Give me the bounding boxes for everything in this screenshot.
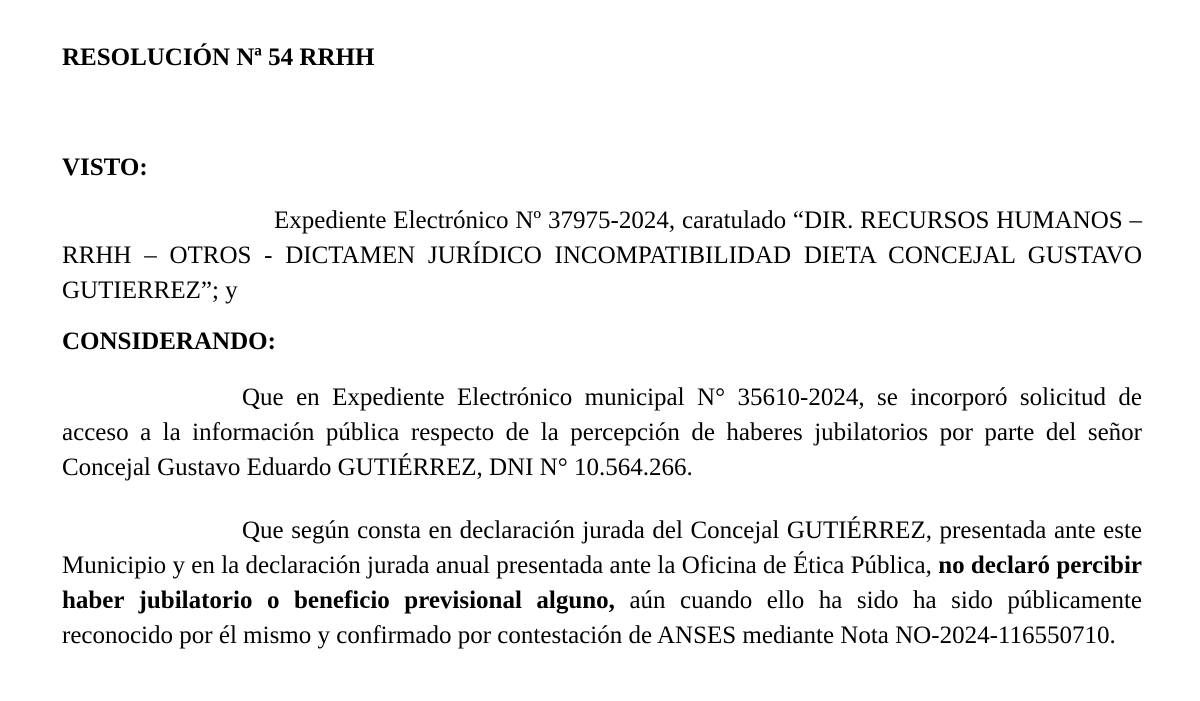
considerando-heading: CONSIDERANDO: <box>62 328 276 355</box>
considerando-p2-bold-text: no declaró percibir haber jubilatorio o beneficio previsional alguno, <box>62 552 1142 614</box>
resolution-title: RESOLUCIÓN Nª 54 RRHH <box>62 44 375 71</box>
visto-paragraph <box>62 203 1142 308</box>
visto-heading: VISTO: <box>62 154 148 181</box>
visto-text: Expediente Electrónico Nº 37975-2024, caratulado “DIR. RECURSOS HUMANOS – RRHH – OTROS - DICTAMEN JURÍDICO INCOMPATIBILIDAD DIETA CONCEJAL GUSTAVO GUTIERREZ”; y <box>62 207 1142 304</box>
considerando-paragraph-1 <box>62 380 1142 485</box>
considerando-p2-text-end: aún cuando ello ha sido ha sido públicamente reconocido por él mismo y confirmado por contestación de ANSES mediante Nota NO-2024-116550710. <box>62 587 1142 649</box>
considerando-p2-text-start: Que según consta en declaración jurada del Concejal GUTIÉRREZ, presentada ante este Municipio y en la declaración jurada anual presentada ante la Oficina de Ética Pública, <box>62 517 1142 579</box>
considerando-p1-text: Que en Expediente Electrónico municipal N° 35610-2024, se incorporó solicitud de acceso a la información pública respecto de la percepción de haberes jubilatorios por parte del señor Concejal Gustavo Eduardo GUTIÉRREZ, DNI N° 10.564.266. <box>62 384 1142 481</box>
considerando-paragraph-2 <box>62 513 1142 653</box>
